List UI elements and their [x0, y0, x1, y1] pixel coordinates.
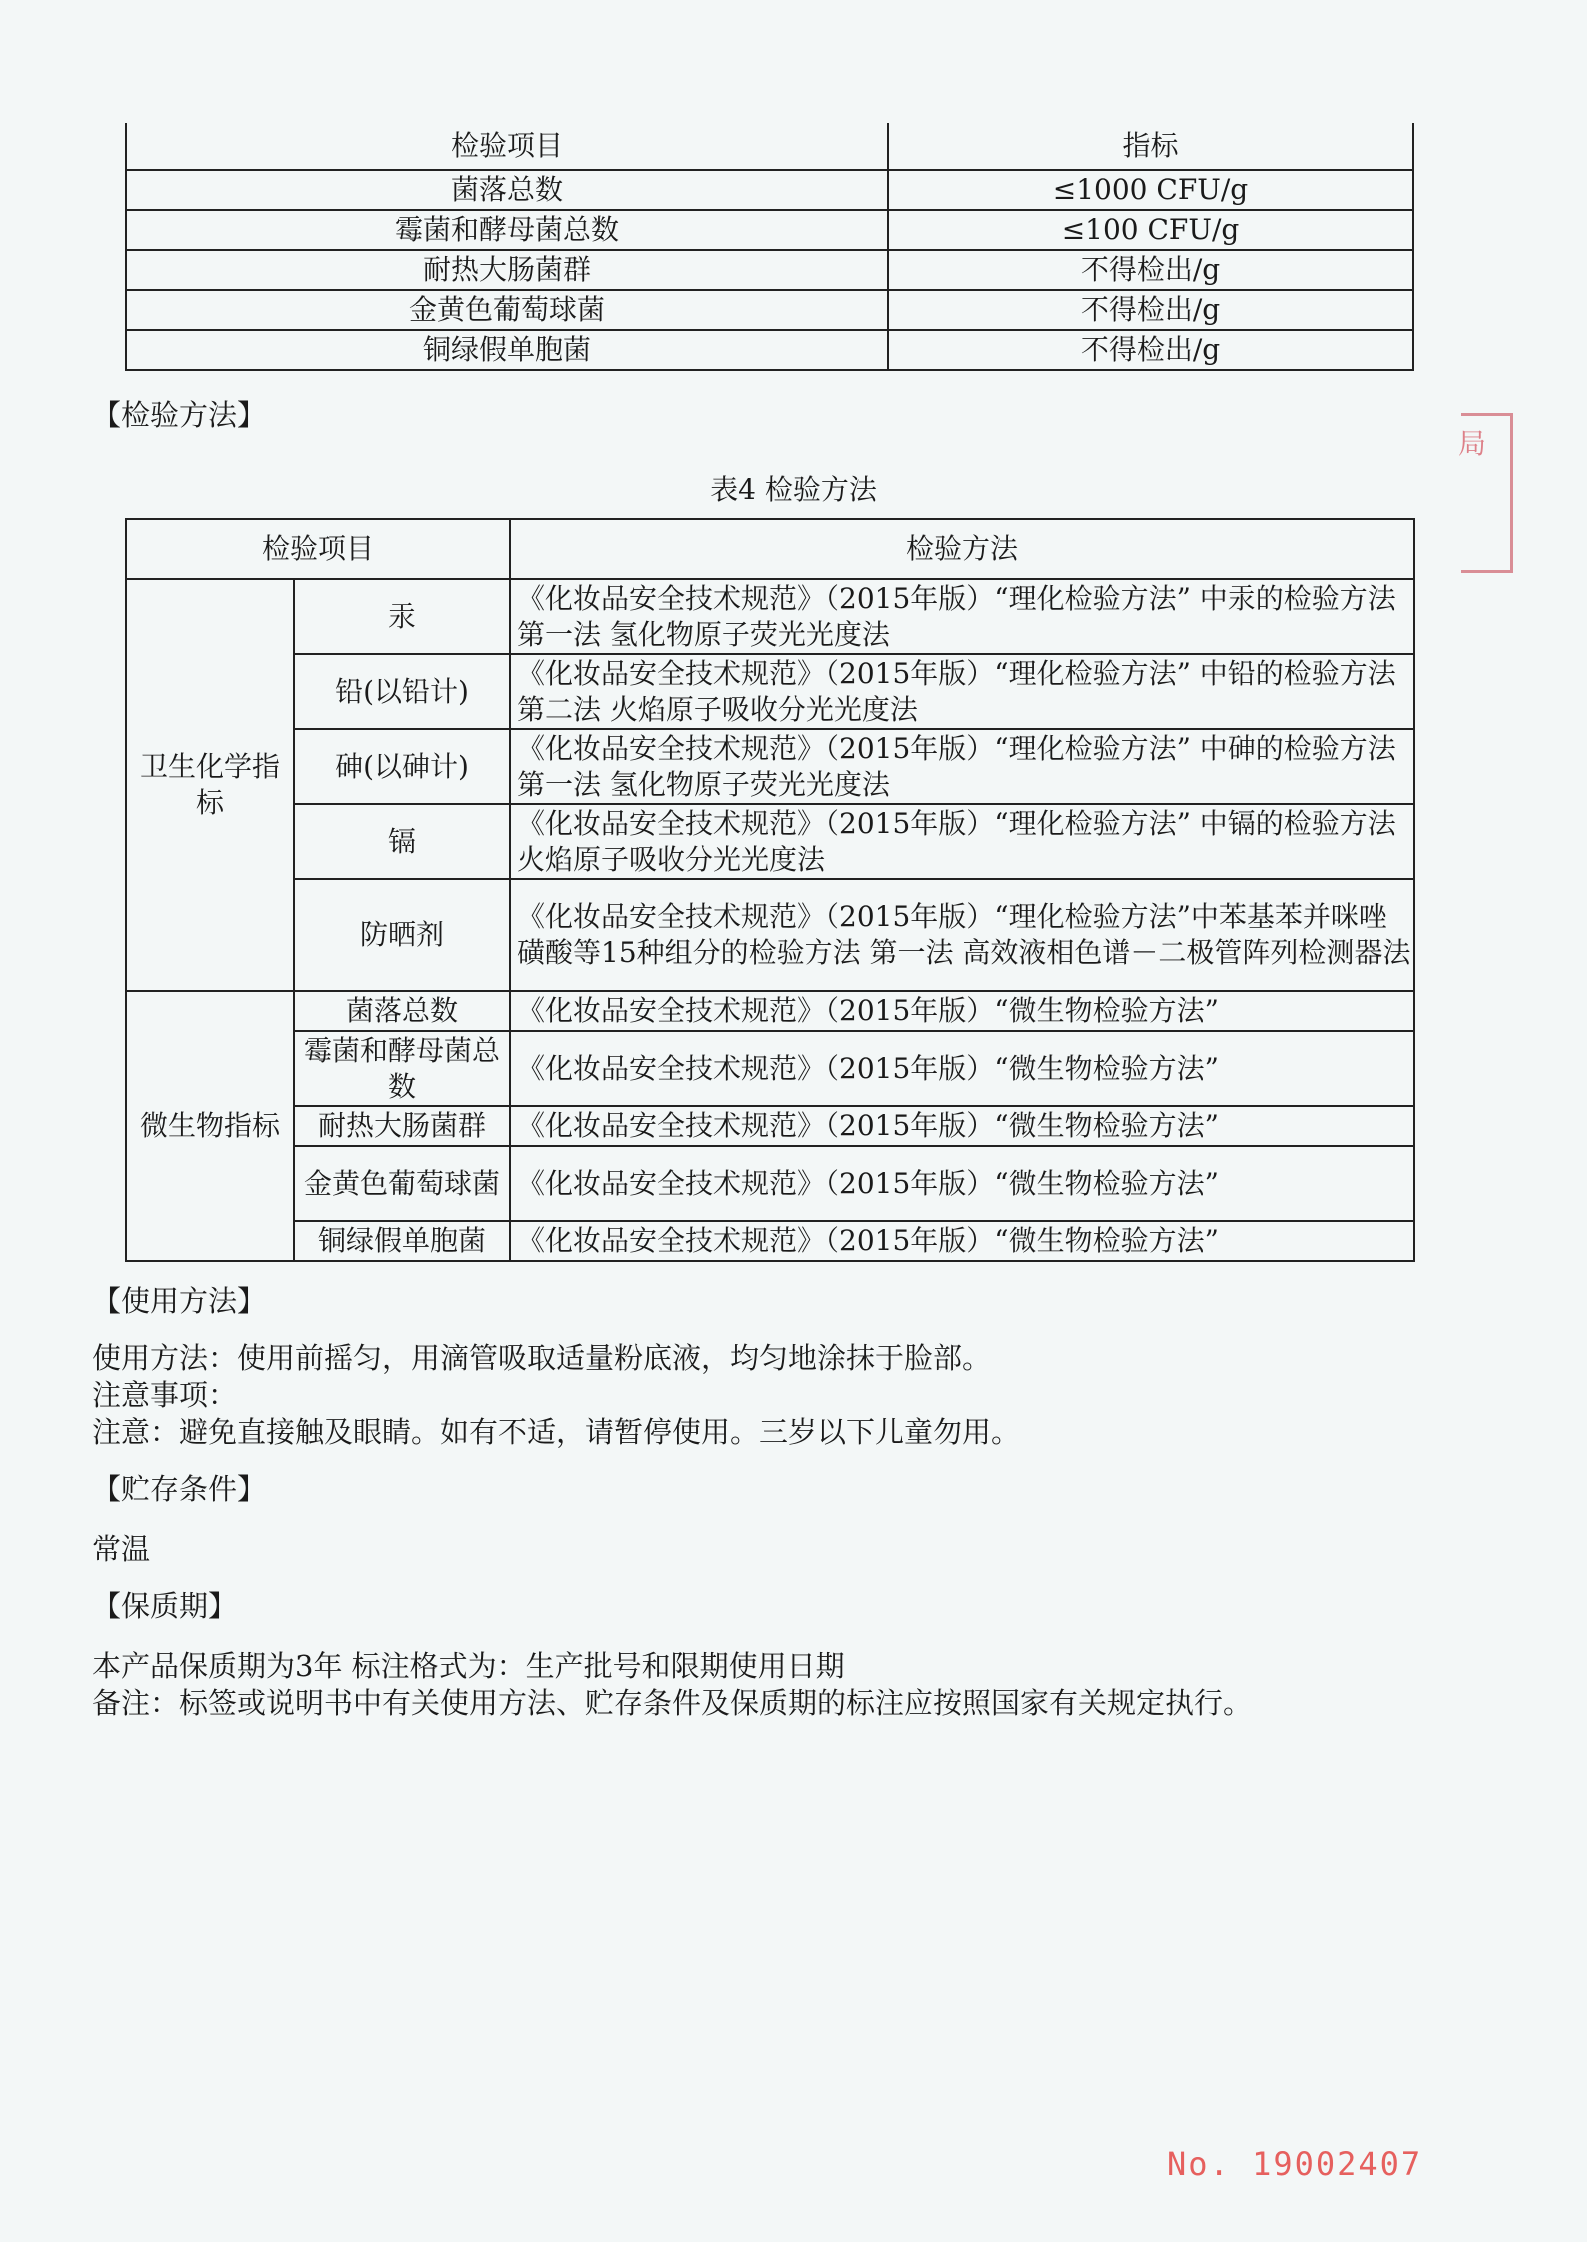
- table-row: [126, 290, 1413, 330]
- cell-item: 霉菌和酵母菌总数: [126, 210, 888, 250]
- cell-limit: 不得检出/g: [888, 290, 1413, 330]
- cell-method: 《化妆品安全技术规范》（2015年版）“理化检验方法”中苯基苯并咪唑磺酸等15种组分的检验方法 第一法 高效液相色谱－二极管阵列检测器法: [510, 879, 1414, 991]
- table-row: [126, 804, 1414, 879]
- table-row: [126, 1146, 1414, 1221]
- cell-method: 《化妆品安全技术规范》（2015年版）“理化检验方法” 中砷的检验方法第一法 氢化物原子荧光光度法: [510, 729, 1414, 804]
- section-heading-shelf-life: 【保质期】: [92, 1589, 238, 1623]
- cell-item: 金黄色葡萄球菌: [126, 290, 888, 330]
- category-chem: 卫生化学指标: [126, 579, 294, 991]
- cell-method: 《化妆品安全技术规范》（2015年版）“微生物检验方法”: [510, 1146, 1414, 1221]
- cell-item: 耐热大肠菌群: [126, 250, 888, 290]
- table-row: [126, 879, 1414, 991]
- cell-limit: ≤100 CFU/g: [888, 210, 1413, 250]
- shelf-life-line: 本产品保质期为3年 标注格式为：生产批号和限期使用日期: [92, 1649, 845, 1683]
- section-heading-method: 【检验方法】: [92, 398, 267, 432]
- usage-line: 注意事项：: [92, 1378, 238, 1412]
- cell-item: 金黄色葡萄球菌: [294, 1146, 510, 1221]
- section-heading-usage: 【使用方法】: [92, 1284, 267, 1318]
- serial-number: No. 19002407: [1167, 2145, 1423, 2183]
- table-row: [126, 654, 1414, 729]
- table-row: [126, 1106, 1414, 1146]
- cell-method: 《化妆品安全技术规范》（2015年版）“微生物检验方法”: [510, 1106, 1414, 1146]
- method-table: [125, 518, 1415, 1262]
- cell-limit: 不得检出/g: [888, 250, 1413, 290]
- cell-limit: ≤1000 CFU/g: [888, 170, 1413, 210]
- micro-limits-table: [125, 123, 1414, 371]
- cell-item: 镉: [294, 804, 510, 879]
- cell-item: 砷(以砷计): [294, 729, 510, 804]
- cell-method: 《化妆品安全技术规范》（2015年版）“理化检验方法” 中镉的检验方法 火焰原子吸收分光光度法: [510, 804, 1414, 879]
- header-method: 检验方法: [510, 519, 1414, 579]
- section-heading-storage: 【贮存条件】: [92, 1472, 267, 1506]
- storage-text: 常温: [92, 1532, 151, 1566]
- cell-method: 《化妆品安全技术规范》（2015年版）“微生物检验方法”: [510, 1031, 1414, 1106]
- table-row: [126, 330, 1413, 370]
- cell-item: 耐热大肠菌群: [294, 1106, 510, 1146]
- header-index: 指标: [888, 123, 1413, 170]
- cell-item: 防晒剂: [294, 879, 510, 991]
- shelf-life-line: 备注：标签或说明书中有关使用方法、贮存条件及保质期的标注应按照国家有关规定执行。: [92, 1686, 1253, 1720]
- table-header-row: [126, 123, 1413, 170]
- cell-item: 汞: [294, 579, 510, 654]
- category-micro: 微生物指标: [126, 991, 294, 1261]
- cell-method: 《化妆品安全技术规范》（2015年版）“微生物检验方法”: [510, 991, 1414, 1031]
- table-row: [126, 250, 1413, 290]
- table-row: [126, 991, 1414, 1031]
- table-row: [126, 1031, 1414, 1106]
- cell-item: 菌落总数: [126, 170, 888, 210]
- cell-item: 铜绿假单胞菌: [126, 330, 888, 370]
- table-row: [126, 579, 1414, 654]
- cell-method: 《化妆品安全技术规范》（2015年版）“理化检验方法” 中汞的检验方法第一法 氢化物原子荧光光度法: [510, 579, 1414, 654]
- usage-line: 使用方法：使用前摇匀，用滴管吸取适量粉底液，均匀地涂抹于脸部。: [92, 1341, 992, 1375]
- header-item: 检验项目: [126, 123, 888, 170]
- seal-character: 局: [1458, 427, 1487, 460]
- table-row: [126, 729, 1414, 804]
- usage-line: 注意：避免直接触及眼睛。如有不适，请暂停使用。三岁以下儿童勿用。: [92, 1415, 1021, 1449]
- table-row: [126, 1221, 1414, 1261]
- header-item: 检验项目: [126, 519, 510, 579]
- cell-item: 铅(以铅计): [294, 654, 510, 729]
- cell-item: 霉菌和酵母菌总数: [294, 1031, 510, 1106]
- cell-limit: 不得检出/g: [888, 330, 1413, 370]
- cell-method: 《化妆品安全技术规范》（2015年版）“微生物检验方法”: [510, 1221, 1414, 1261]
- table4-caption: 表4 检验方法: [710, 473, 877, 506]
- table-header-row: [126, 519, 1414, 579]
- cell-item: 铜绿假单胞菌: [294, 1221, 510, 1261]
- cell-item: 菌落总数: [294, 991, 510, 1031]
- table-row: [126, 210, 1413, 250]
- cell-method: 《化妆品安全技术规范》（2015年版）“理化检验方法” 中铅的检验方法第二法 火焰原子吸收分光光度法: [510, 654, 1414, 729]
- table-row: [126, 170, 1413, 210]
